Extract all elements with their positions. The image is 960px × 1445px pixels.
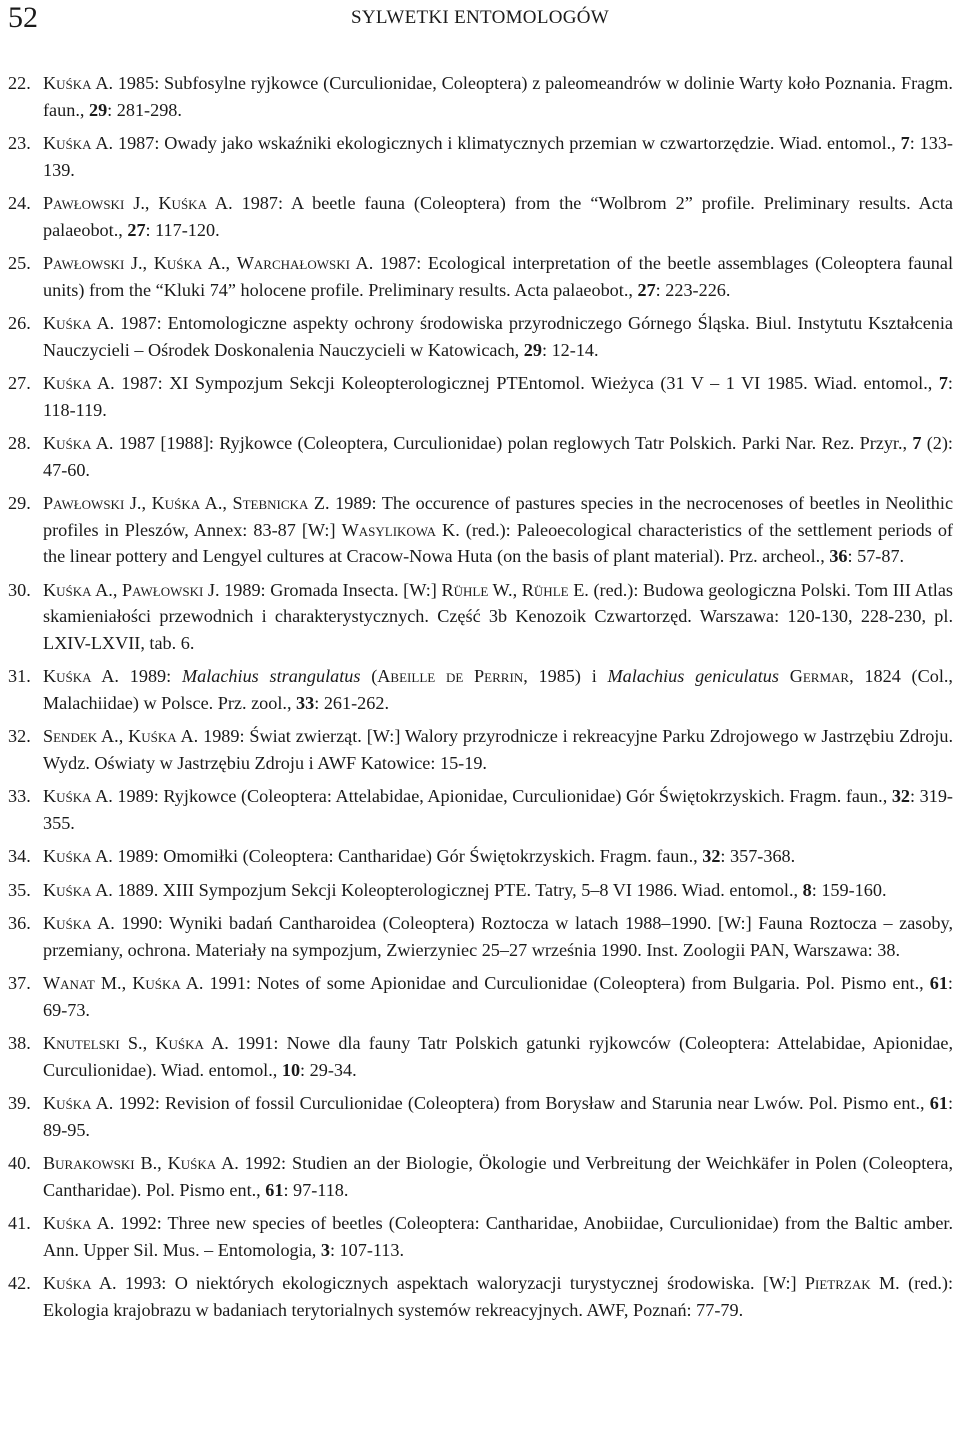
reference-text [43,577,953,657]
reference-text [43,190,953,243]
reference-text [43,877,953,904]
reference-entry [8,783,953,836]
reference-text-segment: : 261-262. [314,692,390,713]
reference-number: 41. [8,1213,31,1233]
reference-number: 23. [8,133,31,153]
reference-text-segment: , [121,973,133,993]
page-header [0,0,960,40]
volume-number: 3 [320,1239,330,1260]
reference-text-segment: : 118-119. [43,373,953,420]
reference-text-segment: 1989: Omomiłki (Coleoptera: Cantharidae) Gór Świętokrzyskich. Fragm. faun., [112,846,703,866]
author-name: Pawłowski J. [43,253,143,273]
reference-list [8,70,953,1330]
reference-entry [8,130,953,183]
reference-text-segment: 1989: Świat zwierząt. [W:] Walory przyrodnicze i rekreacyjne Parku Zdrojowego w Jastrzębiu Zdroju. Wydz. Oświaty w Jastrzębiu Zdroju i AWF Katowice: 15-19. [43,726,954,773]
reference-text [43,970,953,1023]
volume-number: 7 [938,373,948,393]
reference-number: 38. [8,1033,31,1053]
author-name: Knutelski S. [43,1033,143,1053]
reference-entry [8,250,953,303]
author-name: Kuśka A. [43,73,114,93]
author-name: Rühle E. [521,579,589,600]
author-name: Pawłowski J. [43,493,142,513]
reference-text-segment: 1987: A beetle fauna (Coleoptera) from the “Wolbrom 2” profile. Preliminary results. Acta palaeobot., [43,193,953,240]
author-name: Kuśka A. [151,493,223,513]
reference-text [43,1210,953,1263]
author-name: Germar [789,666,850,686]
volume-number: 32 [702,846,721,866]
reference-number: 36. [8,913,31,933]
reference-text-segment: , [142,1033,156,1053]
author-name: Sendek A. [43,726,119,746]
reference-number: 39. [8,1093,31,1113]
volume-number: 61 [929,1093,948,1113]
author-name: Kuśka A. [43,879,113,900]
author-name: Burakowski B. [43,1153,158,1173]
reference-entry [8,310,953,363]
reference-text-segment: 1991: Notes of some Apionidae and Curculionidae (Coleoptera) from Bulgaria. Pol. Pismo ent., [203,973,930,993]
reference-text [43,843,953,870]
reference-text-segment: (red.): Ekologia krajobrazu w badaniach terytorialnych systemów rekreacyjnych. AWF, Poznań: 77-79. [43,1273,954,1320]
reference-text [43,723,953,776]
reference-text-segment: 1989: The occurence of pastures species in the necrocenoses of beetles in Neolithic profiles in Pleszów, Annex: 83-87 [W:] [43,493,954,540]
reference-entry [8,877,953,904]
author-name: Kuśka A. [43,1273,117,1293]
author-name: Kuśka A. [153,253,226,273]
reference-text-segment: (red.): Budowa geologiczna Polski. Tom III Atlas skamieniałości przewodnich i charakterystycznych. Część 3b Kenozoik Czwartorzęd. Warszawa: 120-130, 228-230, pl. LXIV-LXVII, tab. 6. [43,579,953,653]
reference-number: 27. [8,373,31,393]
reference-text [43,910,953,963]
reference-text-segment: , [512,579,522,600]
reference-text-segment: 1989: Gromada Insecta. [W:] [219,579,442,600]
reference-text-segment: 1987: Entomologiczne aspekty ochrony środowiska przyrodniczego Górnego Śląska. Biul. Instytutu Kształcenia Nauczycieli – Ośrodek Doskonalenia Nauczycieli w Katowicach, [43,313,953,360]
volume-number: 7 [900,133,910,153]
author-name: Wanat M. [43,973,122,993]
reference-number: 28. [8,433,31,453]
volume-number: 29 [523,339,542,360]
author-name: Pawłowski J. [43,193,145,213]
reference-text-segment: , 1985) i [523,666,608,686]
species-name: Malachius strangulatus [181,666,361,686]
reference-entry [8,663,953,716]
reference-text [43,1150,953,1203]
author-name: Kuśka A. [43,1093,114,1113]
reference-number: 31. [8,666,31,686]
reference-text-segment: : 107-113. [329,1239,405,1260]
reference-text [43,310,953,363]
reference-entry [8,1270,953,1323]
reference-entry [8,70,953,123]
reference-text-segment: , [225,253,237,273]
author-name: Kuśka A. [43,579,113,600]
reference-entry [8,1030,953,1083]
reference-text-segment: 1889. XIII Sympozjum Sekcji Koleopterologicznej PTE. Tatry, 5–8 VI 1986. Wiad. entomol., [112,879,803,900]
reference-entry [8,910,953,963]
volume-number: 7 [912,433,922,453]
reference-text [43,70,953,123]
species-name: Malachius geniculatus [607,666,779,686]
reference-number: 42. [8,1273,31,1293]
author-name: Kuśka A. [128,726,199,746]
reference-text-segment: : 133-139. [43,133,953,180]
reference-text-segment: : 319-355. [43,786,953,833]
reference-text [43,490,953,570]
reference-text-segment: , [112,579,123,600]
author-name: Abeille de Perrin [377,666,524,686]
reference-text [43,370,953,423]
reference-text [43,430,953,483]
reference-text [43,250,953,303]
reference-text-segment: ( [360,666,378,686]
page-number: 52 [8,1,38,34]
running-head: SYLWETKI ENTOMOLOGÓW [350,7,610,28]
author-name: Wasylikowa K. [341,519,460,540]
reference-text-segment: 1987: Owady jako wskaźniki ekologicznych i klimatycznych przemian w czwartorzędzie. Wiad. entomol., [113,133,901,153]
reference-text [43,1270,953,1323]
reference-text-segment: 1993: O niektórych ekologicznych aspektach waloryzacji turystycznej środowiska. [W:] [116,1273,805,1293]
reference-entry [8,843,953,870]
reference-text-segment: , [141,493,152,513]
volume-number: 27 [127,219,146,240]
reference-text [43,783,953,836]
reference-text-segment: : 357-368. [720,846,796,866]
reference-text-segment: 1989: [118,666,182,686]
reference-entry [8,970,953,1023]
volume-number: 10 [281,1059,301,1080]
reference-entry [8,577,953,657]
reference-text [43,663,953,716]
reference-text-segment: : 12-14. [541,339,599,360]
reference-number: 40. [8,1153,31,1173]
reference-entry [8,370,953,423]
author-name: Warchałowski A. [236,253,374,273]
reference-text-segment: , [157,1153,168,1173]
reference-text-segment: : 117-120. [145,219,220,240]
reference-entry [8,1090,953,1143]
reference-text-segment: , [142,253,154,273]
reference-number: 26. [8,313,31,333]
author-name: Kuśka A. [43,786,113,806]
reference-text-segment: (2): 47-60. [43,433,953,480]
author-name: Pawłowski J. [122,579,220,600]
author-name: Kuśka A. [43,433,114,453]
volume-number: 36 [829,546,848,566]
reference-text-segment: : 159-160. [811,879,887,900]
author-name: Rühle W. [441,579,513,600]
volume-number: 8 [802,879,812,900]
author-name: Kuśka A. [132,973,204,993]
reference-text-segment [779,666,790,686]
reference-text-segment: 1991: Nowe dla fauny Tatr Polskich gatunki ryjkowców (Coleoptera: Attelabidae, Apionidae, Curculionidae). Wiad. entomol., [43,1033,954,1080]
volume-number: 32 [891,786,911,806]
volume-number: 29 [88,99,108,120]
author-name: Kuśka A. [43,373,115,393]
reference-entry [8,1150,953,1203]
reference-text-segment: : 29-34. [300,1059,357,1080]
author-name: Kuśka A. [158,193,233,213]
reference-text-segment: : 57-87. [847,546,905,566]
reference-entry [8,723,953,776]
reference-entry [8,490,953,570]
author-name: Pietrzak M. [804,1273,900,1293]
reference-entry [8,1210,953,1263]
reference-text-segment: 1987 [1988]: Ryjkowce (Coleoptera, Curculionidae) polan reglowych Tatr Polskich. Parki Nar. Rez. Przyr., [113,433,913,453]
author-name: Kuśka A. [167,1153,239,1173]
reference-entry [8,190,953,243]
reference-text [43,1030,953,1083]
reference-number: 25. [8,253,31,273]
author-name: Kuśka A. [155,1033,229,1053]
reference-number: 22. [8,73,31,93]
reference-text-segment: 1987: XI Sympozjum Sekcji Koleopterologicznej PTEntomol. Wieżyca (31 V – 1 VI 1985. Wiad. entomol., [114,373,939,393]
reference-number: 24. [8,193,31,213]
volume-number: 61 [929,973,948,993]
reference-text-segment: , [118,726,129,746]
reference-text-segment: : 89-95. [43,1093,953,1140]
author-name: Kuśka A. [43,313,115,333]
author-name: Kuśka A. [43,133,114,153]
reference-text-segment: 1992: Studien an der Biologie, Ökologie und Verbreitung der Weichkäfer in Polen (Coleoptera, Cantharidae). Pol. Pismo ent., [43,1153,953,1200]
volume-number: 27 [637,279,656,300]
reference-text-segment: , [144,193,159,213]
reference-entry [8,430,953,483]
reference-text [43,130,953,183]
reference-text-segment: 1987: Ecological interpretation of the beetle assemblages (Coleoptera faunal units) from the “Kluki 74” holocene profile. Preliminary results. Acta palaeobot., [43,253,954,300]
reference-text-segment: , [222,493,233,513]
reference-text-segment: 1992: Revision of fossil Curculionidae (Coleoptera) from Borysław and Starunia near Lwów. Pol. Pismo ent., [113,1093,930,1113]
reference-number: 30. [8,579,31,600]
reference-text-segment: : 223-226. [655,279,731,300]
reference-text-segment: 1992: Three new species of beetles (Coleoptera: Cantharidae, Anobiidae, Curculionidae) from the Baltic amber. Ann. Upper Sil. Mus. – Entomologia, [43,1213,953,1260]
reference-text [43,1090,953,1143]
reference-text-segment: , 1824 (Col., Malachiidae) w Polsce. Prz. zool., [43,666,953,713]
reference-text-segment: 1989: Ryjkowce (Coleoptera: Attelabidae, Apionidae, Curculionidae) Gór Świętokrzyskich. Fragm. faun., [112,786,892,806]
reference-number: 35. [8,879,31,900]
reference-text-segment: 1990: Wyniki badań Cantharoidea (Coleoptera) Roztocza w latach 1988–1990. [W:] Fauna Roztocza – zasoby, przemiany, ochrona. Materiały na sympozjum, Zwierzyniec 25–27 września 1990. Inst. Zoologii PAN, Warszawa: 38. [43,913,953,960]
volume-number: 61 [265,1179,284,1200]
reference-number: 34. [8,846,31,866]
author-name: Kuśka A. [43,913,115,933]
reference-text-segment: (red.): Paleoecological characteristics of the settlement periods of the linear pottery and Lengyel cultures at Cracow-Nowa Huta (on the basis of plant material). Prz. archeol., [43,519,953,566]
reference-number: 32. [8,726,31,746]
author-name: Kuśka A. [43,1213,115,1233]
reference-text-segment: : 69-73. [43,973,953,1020]
author-name: Kuśka A. [43,846,113,866]
reference-number: 37. [8,973,31,993]
reference-number: 33. [8,786,31,806]
author-name: Kuśka A. [43,666,119,686]
volume-number: 33 [296,692,315,713]
reference-text-segment: 1985: Subfosylne ryjkowce (Curculionidae, Coleoptera) z paleomeandrów w dolinie Warty koło Poznania. Fragm. faun., [43,73,953,120]
reference-text-segment: : 281-298. [107,99,182,120]
reference-text-segment: : 97-118. [283,1179,349,1200]
author-name: Stebnicka Z. [232,493,330,513]
reference-number: 29. [8,493,31,513]
